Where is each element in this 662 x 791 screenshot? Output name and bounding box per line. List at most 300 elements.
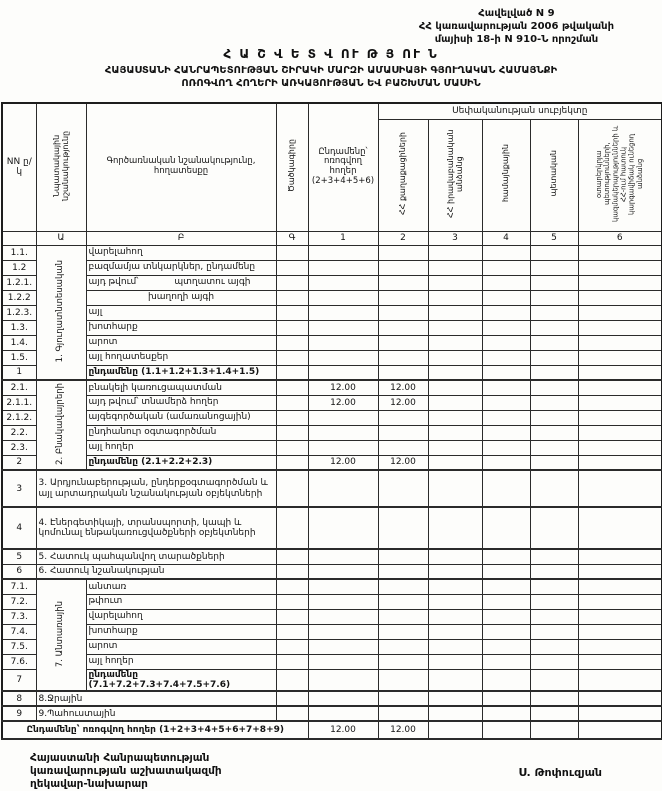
value-col5 — [530, 365, 578, 380]
value-col5 — [530, 245, 578, 260]
row-label: ընդամենը (1.1+1.2+1.3+1.4+1.5) — [86, 365, 276, 380]
table-row — [2, 275, 662, 290]
value-col4 — [482, 609, 530, 624]
row-label: այլ — [86, 305, 276, 320]
value-col4 — [482, 350, 530, 365]
value-col3 — [428, 245, 482, 260]
value-col4 — [482, 594, 530, 609]
value-col3 — [428, 335, 482, 350]
value-col3 — [428, 564, 482, 579]
row-number: 7.2. — [2, 594, 36, 609]
value-col4 — [482, 721, 530, 739]
value-col5 — [530, 290, 578, 305]
row-number: 3 — [2, 470, 36, 507]
value-col6 — [578, 380, 662, 395]
row-number: 1.3. — [2, 320, 36, 335]
row-label: 6. Հատուկ նշանակության — [36, 564, 276, 579]
row-number: 7.6. — [2, 654, 36, 669]
value-col2 — [378, 335, 428, 350]
value-col4 — [482, 507, 530, 549]
value-total — [308, 624, 378, 639]
row-label: այլ հողատեսքեր — [86, 350, 276, 365]
official-position — [30, 752, 222, 791]
row-number: 2 — [2, 455, 36, 470]
letters-row — [2, 231, 662, 245]
column-letter: Բ — [86, 231, 276, 245]
column-letter — [2, 231, 36, 245]
value-col6 — [578, 579, 662, 594]
table-row — [2, 721, 662, 739]
value-total — [308, 350, 378, 365]
code-cell — [276, 440, 308, 455]
signature-name: Ս. Թոփուզյան — [518, 766, 602, 779]
value-col3 — [428, 320, 482, 335]
value-col6 — [578, 440, 662, 455]
value-col3 — [428, 305, 482, 320]
value-col3 — [428, 380, 482, 395]
row-number: 2.1.1. — [2, 395, 36, 410]
value-col3 — [428, 639, 482, 654]
row-number: 1.2 — [2, 260, 36, 275]
category-group-label: 2. Բնակավայրերի — [36, 380, 86, 470]
code-cell — [276, 624, 308, 639]
value-total — [308, 470, 378, 507]
value-col2 — [378, 706, 428, 721]
row-label: բնակելի կառուցապատման — [86, 380, 276, 395]
value-col6 — [578, 260, 662, 275]
category-group-label: 1. Գյուղատնտեսական — [36, 245, 86, 380]
row-number: 4 — [2, 507, 36, 549]
code-cell — [276, 706, 308, 721]
code-cell — [276, 609, 308, 624]
value-col4 — [482, 549, 530, 564]
table-row — [2, 425, 662, 440]
value-total — [308, 335, 378, 350]
value-col5 — [530, 395, 578, 410]
value-col6 — [578, 425, 662, 440]
value-col3 — [428, 365, 482, 380]
value-col2 — [378, 691, 428, 706]
value-col3 — [428, 579, 482, 594]
table-row — [2, 305, 662, 320]
value-col6 — [578, 691, 662, 706]
value-col2 — [378, 564, 428, 579]
row-label: անտառ — [86, 579, 276, 594]
table-row — [2, 706, 662, 721]
value-col6 — [578, 275, 662, 290]
column-letter: 1 — [308, 231, 378, 245]
code-cell — [276, 410, 308, 425]
value-col6 — [578, 669, 662, 691]
table-row — [2, 455, 662, 470]
value-col4 — [482, 380, 530, 395]
row-number: 1 — [2, 365, 36, 380]
value-col5 — [530, 440, 578, 455]
row-number: 5 — [2, 549, 36, 564]
annex-note — [419, 7, 614, 46]
table-row — [2, 639, 662, 654]
value-col6 — [578, 706, 662, 721]
row-label: արոտ — [86, 639, 276, 654]
annex-line2: ՀՀ կառավարության 2006 թվականի — [418, 21, 614, 32]
value-col3 — [428, 669, 482, 691]
value-col4 — [482, 639, 530, 654]
row-label: խոտհարք — [86, 624, 276, 639]
value-col2 — [378, 440, 428, 455]
value-total — [308, 691, 378, 706]
col-header-foreign: օտարերկրյա պետությունների, կազմակերպությունների և ՀՀ-ում հատուկ կարգավիճակ ունեցող անձանց — [578, 119, 662, 231]
table-row — [2, 380, 662, 395]
code-cell — [276, 579, 308, 594]
value-col5 — [530, 320, 578, 335]
value-col3 — [428, 455, 482, 470]
value-col2 — [378, 470, 428, 507]
value-col6 — [578, 290, 662, 305]
code-cell — [276, 507, 308, 549]
value-col6 — [578, 507, 662, 549]
value-col3 — [428, 395, 482, 410]
row-label: ընդամենը (7.1+7.2+7.3+7.4+7.5+7.6) — [86, 669, 276, 691]
value-col2: 12.00 — [378, 395, 428, 410]
table-row — [2, 669, 662, 691]
value-col3 — [428, 350, 482, 365]
value-col2 — [378, 275, 428, 290]
code-cell — [276, 305, 308, 320]
value-col2 — [378, 410, 428, 425]
value-col4 — [482, 440, 530, 455]
official-line1: Հայաստանի Հանրապետության — [30, 752, 210, 764]
code-cell — [276, 320, 308, 335]
signature-block — [0, 752, 662, 791]
table-row — [2, 410, 662, 425]
official-line2: կառավարության աշխատակազմի — [30, 765, 222, 778]
row-label: վարելահող — [86, 245, 276, 260]
row-number: 7.3. — [2, 609, 36, 624]
row-label: խոտհարք — [86, 320, 276, 335]
value-col4 — [482, 654, 530, 669]
value-total — [308, 654, 378, 669]
value-col4 — [482, 455, 530, 470]
row-label: 9.Պահուստային — [36, 706, 276, 721]
table-row — [2, 350, 662, 365]
col-header-functional: Գործառնական նշանակությունը, հողատեսքը — [86, 103, 276, 231]
value-col5 — [530, 380, 578, 395]
code-cell — [276, 425, 308, 440]
value-total — [308, 669, 378, 691]
row-number: 2.2. — [2, 425, 36, 440]
column-letter: 5 — [530, 231, 578, 245]
value-col2 — [378, 639, 428, 654]
value-col6 — [578, 564, 662, 579]
report-table — [1, 102, 662, 740]
row-number: 2.1.2. — [2, 410, 36, 425]
value-col6 — [578, 410, 662, 425]
value-total — [308, 639, 378, 654]
row-label: 4. Էներգետիկայի, տրանսպորտի, կապի և կոմունալ ենթակառուցվածքների օբյեկտների — [36, 507, 276, 549]
value-col6 — [578, 320, 662, 335]
value-col4 — [482, 470, 530, 507]
value-col4 — [482, 425, 530, 440]
table-row — [2, 440, 662, 455]
row-label: ընդհանուր օգտագործման — [86, 425, 276, 440]
code-cell — [276, 290, 308, 305]
value-col3 — [428, 290, 482, 305]
annex-line1: Հավելված N 9 — [478, 8, 555, 19]
value-col5 — [530, 507, 578, 549]
value-col3 — [428, 654, 482, 669]
value-total — [308, 275, 378, 290]
row-label: 8.Ջրային — [36, 691, 276, 706]
column-letter: Ա — [36, 231, 86, 245]
report-title: Հ Ա Շ Վ Ե Տ Վ ՈՒ Թ Յ ՈՒ Ն — [223, 47, 439, 61]
row-number: 6 — [2, 564, 36, 579]
value-total — [308, 290, 378, 305]
col-header-ownership-group: Սեփականության սուբյեկտը — [378, 103, 662, 119]
row-label: այլ հողեր — [86, 440, 276, 455]
value-total — [308, 305, 378, 320]
row-number: 1.2.2 — [2, 290, 36, 305]
row-label: 3. Արդյունաբերության, ընդերքօգտագործման և այլ արտադրական նշանակության օբյեկտների — [36, 470, 276, 507]
value-col2 — [378, 669, 428, 691]
value-col2 — [378, 365, 428, 380]
title-block — [0, 47, 662, 90]
value-col3 — [428, 594, 482, 609]
column-letter: 3 — [428, 231, 482, 245]
value-col4 — [482, 410, 530, 425]
row-label: խաղողի այգի — [86, 290, 276, 305]
value-total — [308, 549, 378, 564]
value-col2 — [378, 290, 428, 305]
value-col6 — [578, 350, 662, 365]
value-col5 — [530, 721, 578, 739]
value-col3 — [428, 706, 482, 721]
report-table-body — [2, 245, 662, 739]
row-label: 5. Հատուկ պահպանվող տարածքների — [36, 549, 276, 564]
value-col6 — [578, 624, 662, 639]
value-col2 — [378, 320, 428, 335]
row-label: ընդամենը (2.1+2.2+2.3) — [86, 455, 276, 470]
code-cell — [276, 691, 308, 706]
value-total — [308, 410, 378, 425]
table-row — [2, 691, 662, 706]
value-col4 — [482, 706, 530, 721]
code-cell — [276, 245, 308, 260]
value-col4 — [482, 320, 530, 335]
table-row — [2, 470, 662, 507]
col-header-nn: NN ը/կ — [2, 103, 36, 231]
row-number: 9 — [2, 706, 36, 721]
value-total — [308, 365, 378, 380]
value-total — [308, 579, 378, 594]
column-letter: 4 — [482, 231, 530, 245]
value-col6 — [578, 549, 662, 564]
value-col3 — [428, 609, 482, 624]
value-col4 — [482, 624, 530, 639]
row-number: 1.5. — [2, 350, 36, 365]
table-row — [2, 654, 662, 669]
value-total — [308, 245, 378, 260]
value-col6 — [578, 721, 662, 739]
table-row — [2, 594, 662, 609]
value-total — [308, 706, 378, 721]
value-total: 12.00 — [308, 395, 378, 410]
value-col4 — [482, 335, 530, 350]
value-col4 — [482, 395, 530, 410]
value-col2 — [378, 425, 428, 440]
value-col2: 12.00 — [378, 380, 428, 395]
value-col3 — [428, 507, 482, 549]
value-total: 12.00 — [308, 721, 378, 739]
value-col4 — [482, 579, 530, 594]
value-col5 — [530, 275, 578, 290]
value-col3 — [428, 410, 482, 425]
official-line3: ղեկավար-նախարար — [30, 778, 148, 791]
value-col3 — [428, 440, 482, 455]
value-col4 — [482, 691, 530, 706]
code-cell — [276, 639, 308, 654]
row-label: այլ հողեր — [86, 654, 276, 669]
annex-line3: մայիսի 18-ի N 910-Ն որոշման — [434, 34, 599, 45]
row-number: 1.2.3. — [2, 305, 36, 320]
value-col6 — [578, 335, 662, 350]
table-row — [2, 290, 662, 305]
value-col4 — [482, 245, 530, 260]
value-col4 — [482, 290, 530, 305]
row-label: այդ թվում՝ տնամերձ հողեր — [86, 395, 276, 410]
value-col3 — [428, 260, 482, 275]
code-cell — [276, 470, 308, 507]
value-col6 — [578, 594, 662, 609]
col-header-total: Ընդամենը՝ ոռոգվող հողեր (2+3+4+5+6) — [308, 103, 378, 231]
row-label: թփուտ — [86, 594, 276, 609]
value-total — [308, 425, 378, 440]
code-cell — [276, 669, 308, 691]
col-header-community: համայնքային — [482, 119, 530, 231]
value-col2 — [378, 305, 428, 320]
row-number: 1.2.1. — [2, 275, 36, 290]
value-col5 — [530, 609, 578, 624]
table-row — [2, 365, 662, 380]
table-row — [2, 320, 662, 335]
table-row — [2, 335, 662, 350]
value-total — [308, 440, 378, 455]
value-col3 — [428, 721, 482, 739]
col-header-code: Ծածկագիրը — [276, 103, 308, 231]
code-cell — [276, 275, 308, 290]
value-total — [308, 594, 378, 609]
code-cell — [276, 594, 308, 609]
value-col5 — [530, 654, 578, 669]
row-number: 1.4. — [2, 335, 36, 350]
value-col5 — [530, 564, 578, 579]
value-col2 — [378, 594, 428, 609]
report-subtitle-2: ՈՌՈԳՎՈՂ ՀՈՂԵՐԻ ԱՌԿԱՅՈՒԹՅԱՆ ԵՎ ԲԱՇԽՄԱՆ ՄԱՍԻՆ — [181, 78, 481, 89]
value-col4 — [482, 275, 530, 290]
column-letter: Գ — [276, 231, 308, 245]
row-number: 8 — [2, 691, 36, 706]
value-col6 — [578, 639, 662, 654]
value-col2 — [378, 260, 428, 275]
row-number: 7.1. — [2, 579, 36, 594]
value-col2 — [378, 654, 428, 669]
value-col4 — [482, 365, 530, 380]
value-col5 — [530, 335, 578, 350]
value-col5 — [530, 691, 578, 706]
row-number: 7.5. — [2, 639, 36, 654]
row-label: բազմամյա տնկարկներ, ընդամենը — [86, 260, 276, 275]
value-col6 — [578, 365, 662, 380]
value-col6 — [578, 609, 662, 624]
code-cell — [276, 365, 308, 380]
value-col5 — [530, 669, 578, 691]
code-cell — [276, 260, 308, 275]
value-col2 — [378, 245, 428, 260]
col-header-state: պետական — [530, 119, 578, 231]
value-col3 — [428, 624, 482, 639]
row-label: Ընդամենը՝ ոռոգվող հողեր (1+2+3+4+5+6+7+8+9) — [2, 721, 308, 739]
value-col2 — [378, 609, 428, 624]
value-col5 — [530, 639, 578, 654]
value-col5 — [530, 549, 578, 564]
code-cell — [276, 335, 308, 350]
row-number: 2.1. — [2, 380, 36, 395]
col-header-legal-entities: ՀՀ իրավաբանական անձանց — [428, 119, 482, 231]
code-cell — [276, 395, 308, 410]
value-col5 — [530, 305, 578, 320]
value-col3 — [428, 691, 482, 706]
value-col5 — [530, 455, 578, 470]
table-row — [2, 507, 662, 549]
value-total — [308, 564, 378, 579]
value-col5 — [530, 425, 578, 440]
col-header-citizens: ՀՀ քաղաքացիների — [378, 119, 428, 231]
code-cell — [276, 564, 308, 579]
table-row — [2, 549, 662, 564]
value-col2 — [378, 549, 428, 564]
value-col2 — [378, 579, 428, 594]
value-col6 — [578, 245, 662, 260]
value-col5 — [530, 579, 578, 594]
table-row — [2, 260, 662, 275]
value-col2: 12.00 — [378, 455, 428, 470]
value-total — [308, 260, 378, 275]
value-col5 — [530, 624, 578, 639]
table-row — [2, 245, 662, 260]
value-total: 12.00 — [308, 380, 378, 395]
value-col6 — [578, 305, 662, 320]
value-col2 — [378, 350, 428, 365]
table-row — [2, 609, 662, 624]
value-col2 — [378, 507, 428, 549]
row-number: 7 — [2, 669, 36, 691]
value-col5 — [530, 470, 578, 507]
report-subtitle-1: ՀԱՅԱՍՏԱՆԻ ՀԱՆՐԱՊԵՏՈՒԹՅԱՆ ՇԻՐԱԿԻ ՄԱՐԶԻ ԱՄԱՍԻԱՅԻ ԳՅՈՒՂԱԿԱՆ ՀԱՄԱՅՆՔԻ — [104, 65, 558, 76]
value-total — [308, 609, 378, 624]
table-row — [2, 579, 662, 594]
row-label: այդ թվում՝ պտղատու այգի — [86, 275, 276, 290]
table-row — [2, 395, 662, 410]
value-col4 — [482, 305, 530, 320]
value-col2 — [378, 624, 428, 639]
value-col6 — [578, 654, 662, 669]
row-number: 1.1. — [2, 245, 36, 260]
value-col6 — [578, 395, 662, 410]
code-cell — [276, 350, 308, 365]
value-total — [308, 507, 378, 549]
value-col6 — [578, 470, 662, 507]
column-letter: 2 — [378, 231, 428, 245]
value-col3 — [428, 470, 482, 507]
